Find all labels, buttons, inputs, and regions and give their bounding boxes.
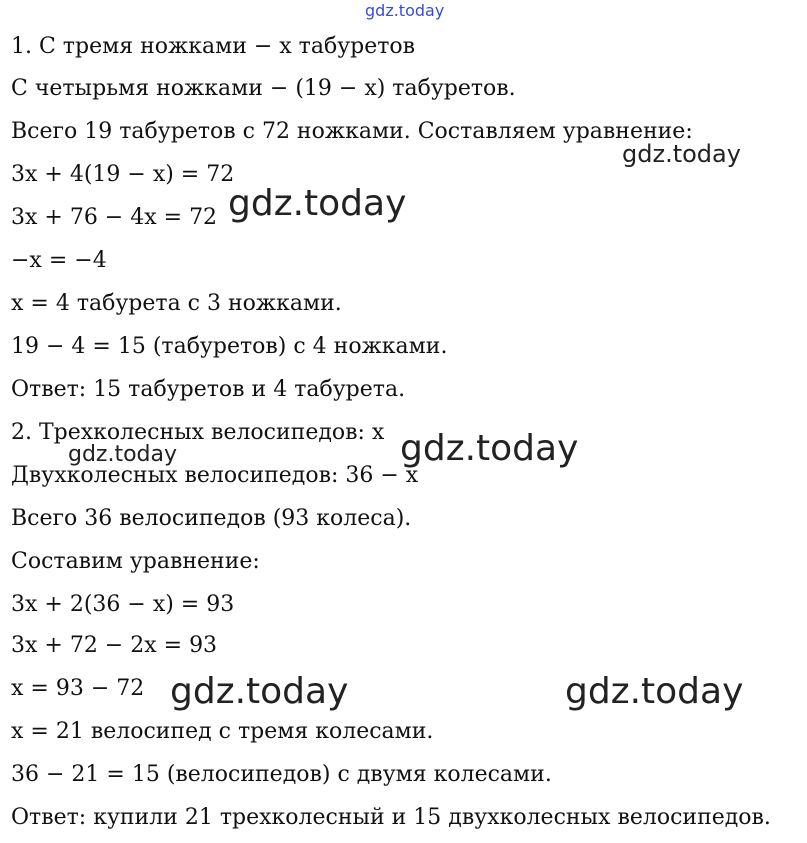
equation-line: −x = −4 xyxy=(11,248,107,273)
text-line: 2. Трехколесных велосипедов: x xyxy=(11,420,385,445)
text-line: 1. С тремя ножками − x табуретов xyxy=(11,34,416,59)
text-line: 19 − 4 = 15 (табуретов) с 4 ножками. xyxy=(11,334,448,359)
watermark: gdz.today xyxy=(400,428,579,469)
watermark: gdz.today xyxy=(622,140,741,168)
text-line: Всего 36 велосипедов (93 колеса). xyxy=(11,506,412,531)
equation-line: 3x + 76 − 4x = 72 xyxy=(11,205,218,230)
answer-line: Ответ: 15 табуретов и 4 табурета. xyxy=(11,377,406,402)
watermark: gdz.today xyxy=(170,671,349,712)
equation-line: 3x + 72 − 2x = 93 xyxy=(11,633,218,658)
watermark: gdz.today xyxy=(365,1,445,20)
answer-line: Ответ: купили 21 трехколесный и 15 двухколесных велосипедов. xyxy=(11,805,771,830)
watermark: gdz.today xyxy=(565,671,744,712)
watermark: gdz.today xyxy=(68,442,178,467)
equation-line: x = 93 − 72 xyxy=(11,676,145,701)
text-line: Всего 19 табуретов с 72 ножками. Составляем уравнение: xyxy=(11,119,693,144)
watermark: gdz.today xyxy=(228,183,407,224)
text-line: x = 4 табурета с 3 ножками. xyxy=(11,291,342,316)
text-line: С четырьмя ножками − (19 − x) табуретов. xyxy=(11,76,516,101)
text-line: 36 − 21 = 15 (велосипедов) с двумя колесами. xyxy=(11,762,552,787)
text-line: Двухколесных велосипедов: 36 − x xyxy=(11,463,419,488)
text-line: x = 21 велосипед с тремя колесами. xyxy=(11,719,434,744)
equation-line: 3x + 4(19 − x) = 72 xyxy=(11,162,235,187)
text-line: Составим уравнение: xyxy=(11,549,260,574)
equation-line: 3x + 2(36 − x) = 93 xyxy=(11,592,235,617)
